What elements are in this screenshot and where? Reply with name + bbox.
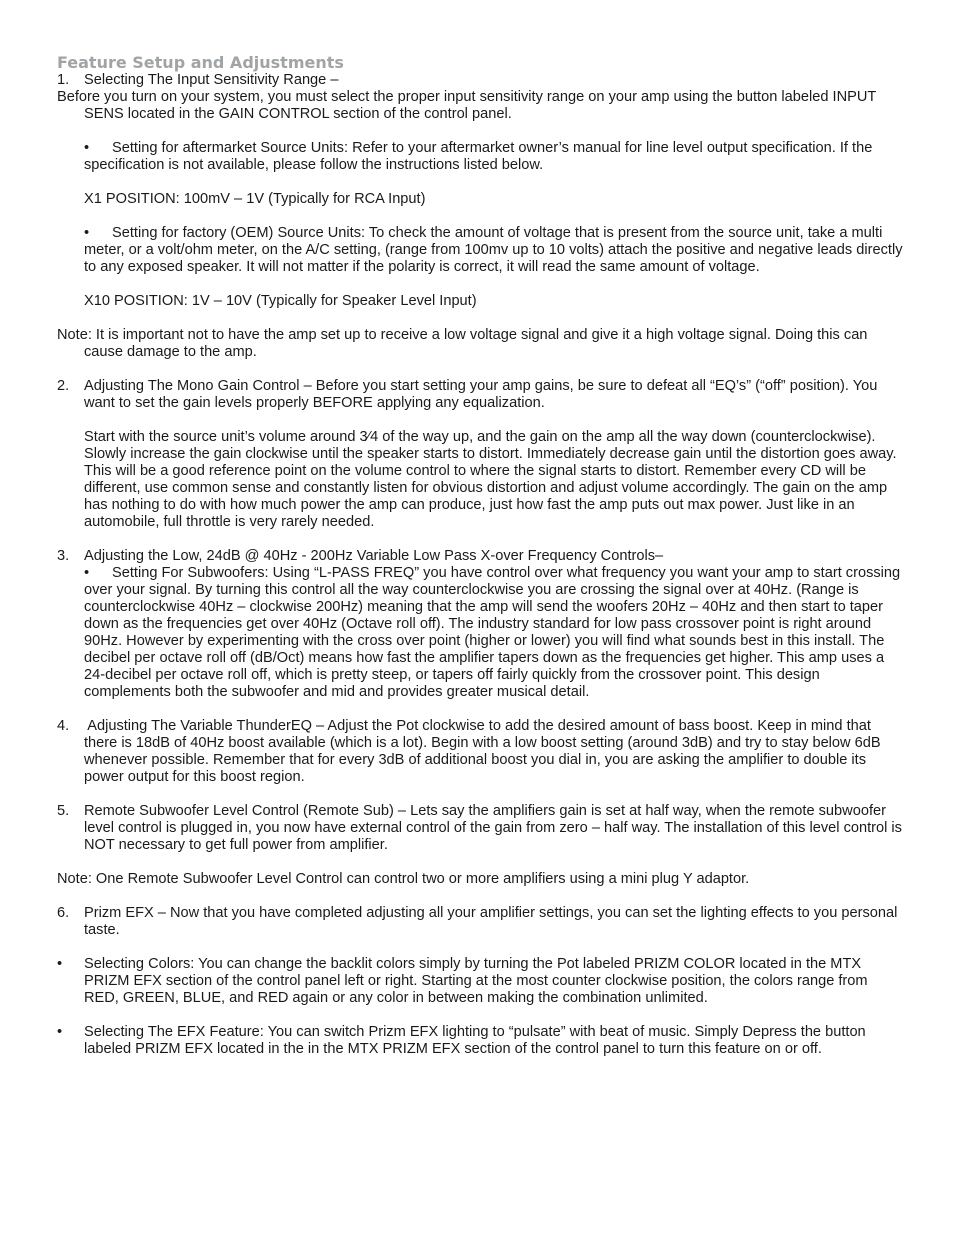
step-2 [57,378,905,412]
page-content [57,54,905,1058]
step-1-bullet-oem [57,225,905,276]
step-5 [57,803,905,854]
bullet-text: Setting for factory (OEM) Source Units: To check the amount of voltage that is present from the source unit, take a multi meter, or a volt/ohm meter, on the A/C setting, (range from 100mv up to 10 volts) attach the positive and negative leads directly to any exposed speaker. It will not matter if the polarity is correct, it will read the same amount of voltage. [84,225,903,275]
step-4-text: Adjusting The Variable ThunderEQ – Adjust the Pot clockwise to add the desired amount of bass boost. Keep in mind that there is 18dB of 40Hz boost available (which is a lot). Begin with a low boost setting (around 3dB) and try to stay below 6dB whenever possible. Remember that for every 3dB of additional boost you dial in, you are asking the amplifier to double its power output for this boost region. [84,718,881,785]
step-1-title-text: Selecting The Input Sensitivity Range – [84,72,339,88]
note-2: Note: One Remote Subwoofer Level Control can control two or more amplifiers using a mini plug Y adaptor. [57,871,750,887]
step-1-intro: Before you turn on your system, you must select the proper input sensitivity range on your amp using the button labeled INPUT SENS located in the GAIN CONTROL section of the control panel. [57,89,877,122]
bullet-text: Setting For Subwoofers: Using “L-PASS FREQ” you have control over what frequency you want your amp to start crossing over your signal. By turning this control all the way counterclockwise you are crossing the signal over at 40Hz. (Range is counterclockwise 40Hz – clockwise 200Hz) meaning that the amp will send the woofers 20Hz – 40Hz and then start to taper down as the frequencies get over 40Hz (Octave roll off). The industry standard for low pass crossover point is right around 90Hz. However by experimenting with the cross over point (higher or lower) you will find what sounds best in this install. The decibel per octave roll off (dB/Oct) means how fast the amplifier tapers down as the frequencies get higher. This amp uses a 24-decibel per octave roll off, which is pretty steep, or tapers off fairly quickly from the crossover point. This design complements both the subwoofer and mid and provides greater musical detail. [84,565,901,700]
step-3 [57,548,905,565]
step-6 [57,905,905,939]
bullet-marker: • [84,140,90,156]
step-5-text: Remote Subwoofer Level Control (Remote Sub) – Lets say the amplifiers gain is set at half way, when the remote subwoofer level control is plugged in, you now have external control of the gain from zero – half way. The installation of this level control is NOT necessary to get full power from amplifier. [84,803,902,853]
bullet-text: Selecting Colors: You can change the backlit colors simply by turning the Pot labeled PRIZM COLOR located in the MTX PRIZM EFX section of the control panel left or right. Starting at the most counter clockwise position, the colors range from RED, GREEN, BLUE, and RED again or any color in between making the combination unlimited. [84,956,868,1006]
step-number: 6. [57,905,70,921]
step-3-bullet [57,565,905,701]
step-1-bullet-aftermarket [57,140,905,174]
step-2-text: Adjusting The Mono Gain Control – Before you start setting your amp gains, be sure to defeat all “EQ’s” (“off” position). You want to set the gain levels properly BEFORE applying any equalization. [84,378,878,411]
bullet-text: Setting for aftermarket Source Units: Refer to your aftermarket owner’s manual for line level output specification. If the specification is not available, please follow the instructions listed below. [84,140,873,173]
x1-position: X1 POSITION: 100mV – 1V (Typically for RCA Input) [84,191,426,207]
x10-position: X10 POSITION: 1V – 10V (Typically for Speaker Level Input) [84,293,477,309]
step-2-paragraph: Start with the source unit’s volume around 3⁄4 of the way up, and the gain on the amp all the way down (counterclockwise). Slowly increase the gain clockwise until the speaker starts to distort. Immediately decrease gain until the distortion goes away. This will be a good reference point on the volume control to where the signal starts to distort. Remember every CD will be different, use common sense and constantly listen for obvious distortion and adjust volume accordingly. The gain on the amp has nothing to do with how much power the amp can produce, just how fast the amp puts out max power. Just like in an automobile, full throttle is very rarely needed. [84,429,897,530]
bullet-text: Selecting The EFX Feature: You can switch Prizm EFX lighting to “pulsate” with beat of music. Simply Depress the button labeled PRIZM EFX located in the in the MTX PRIZM EFX section of the control panel to turn this feature on or off. [84,1024,866,1057]
bullet-marker: • [84,565,90,581]
step-number: 1. [57,72,70,88]
step-number: 3. [57,548,70,564]
bullet-marker: • [84,225,90,241]
bullet-marker: • [57,956,63,972]
bullet-selecting-efx [57,1024,905,1058]
step-number: 4. [57,718,70,734]
step-1-title [57,72,905,89]
section-heading: Feature Setup and Adjustments [57,53,344,72]
bullet-marker: • [57,1024,63,1040]
step-4 [57,718,905,786]
step-6-text: Prizm EFX – Now that you have completed adjusting all your amplifier settings, you can set the lighting effects to you personal taste. [84,905,898,938]
bullet-selecting-colors [57,956,905,1007]
step-number: 2. [57,378,70,394]
note-1: Note: It is important not to have the amp set up to receive a low voltage signal and give it a high voltage signal. Doing this can cause damage to the amp. [57,327,868,360]
step-3-text: Adjusting the Low, 24dB @ 40Hz - 200Hz Variable Low Pass X-over Frequency Controls– [84,548,664,564]
step-number: 5. [57,803,70,819]
